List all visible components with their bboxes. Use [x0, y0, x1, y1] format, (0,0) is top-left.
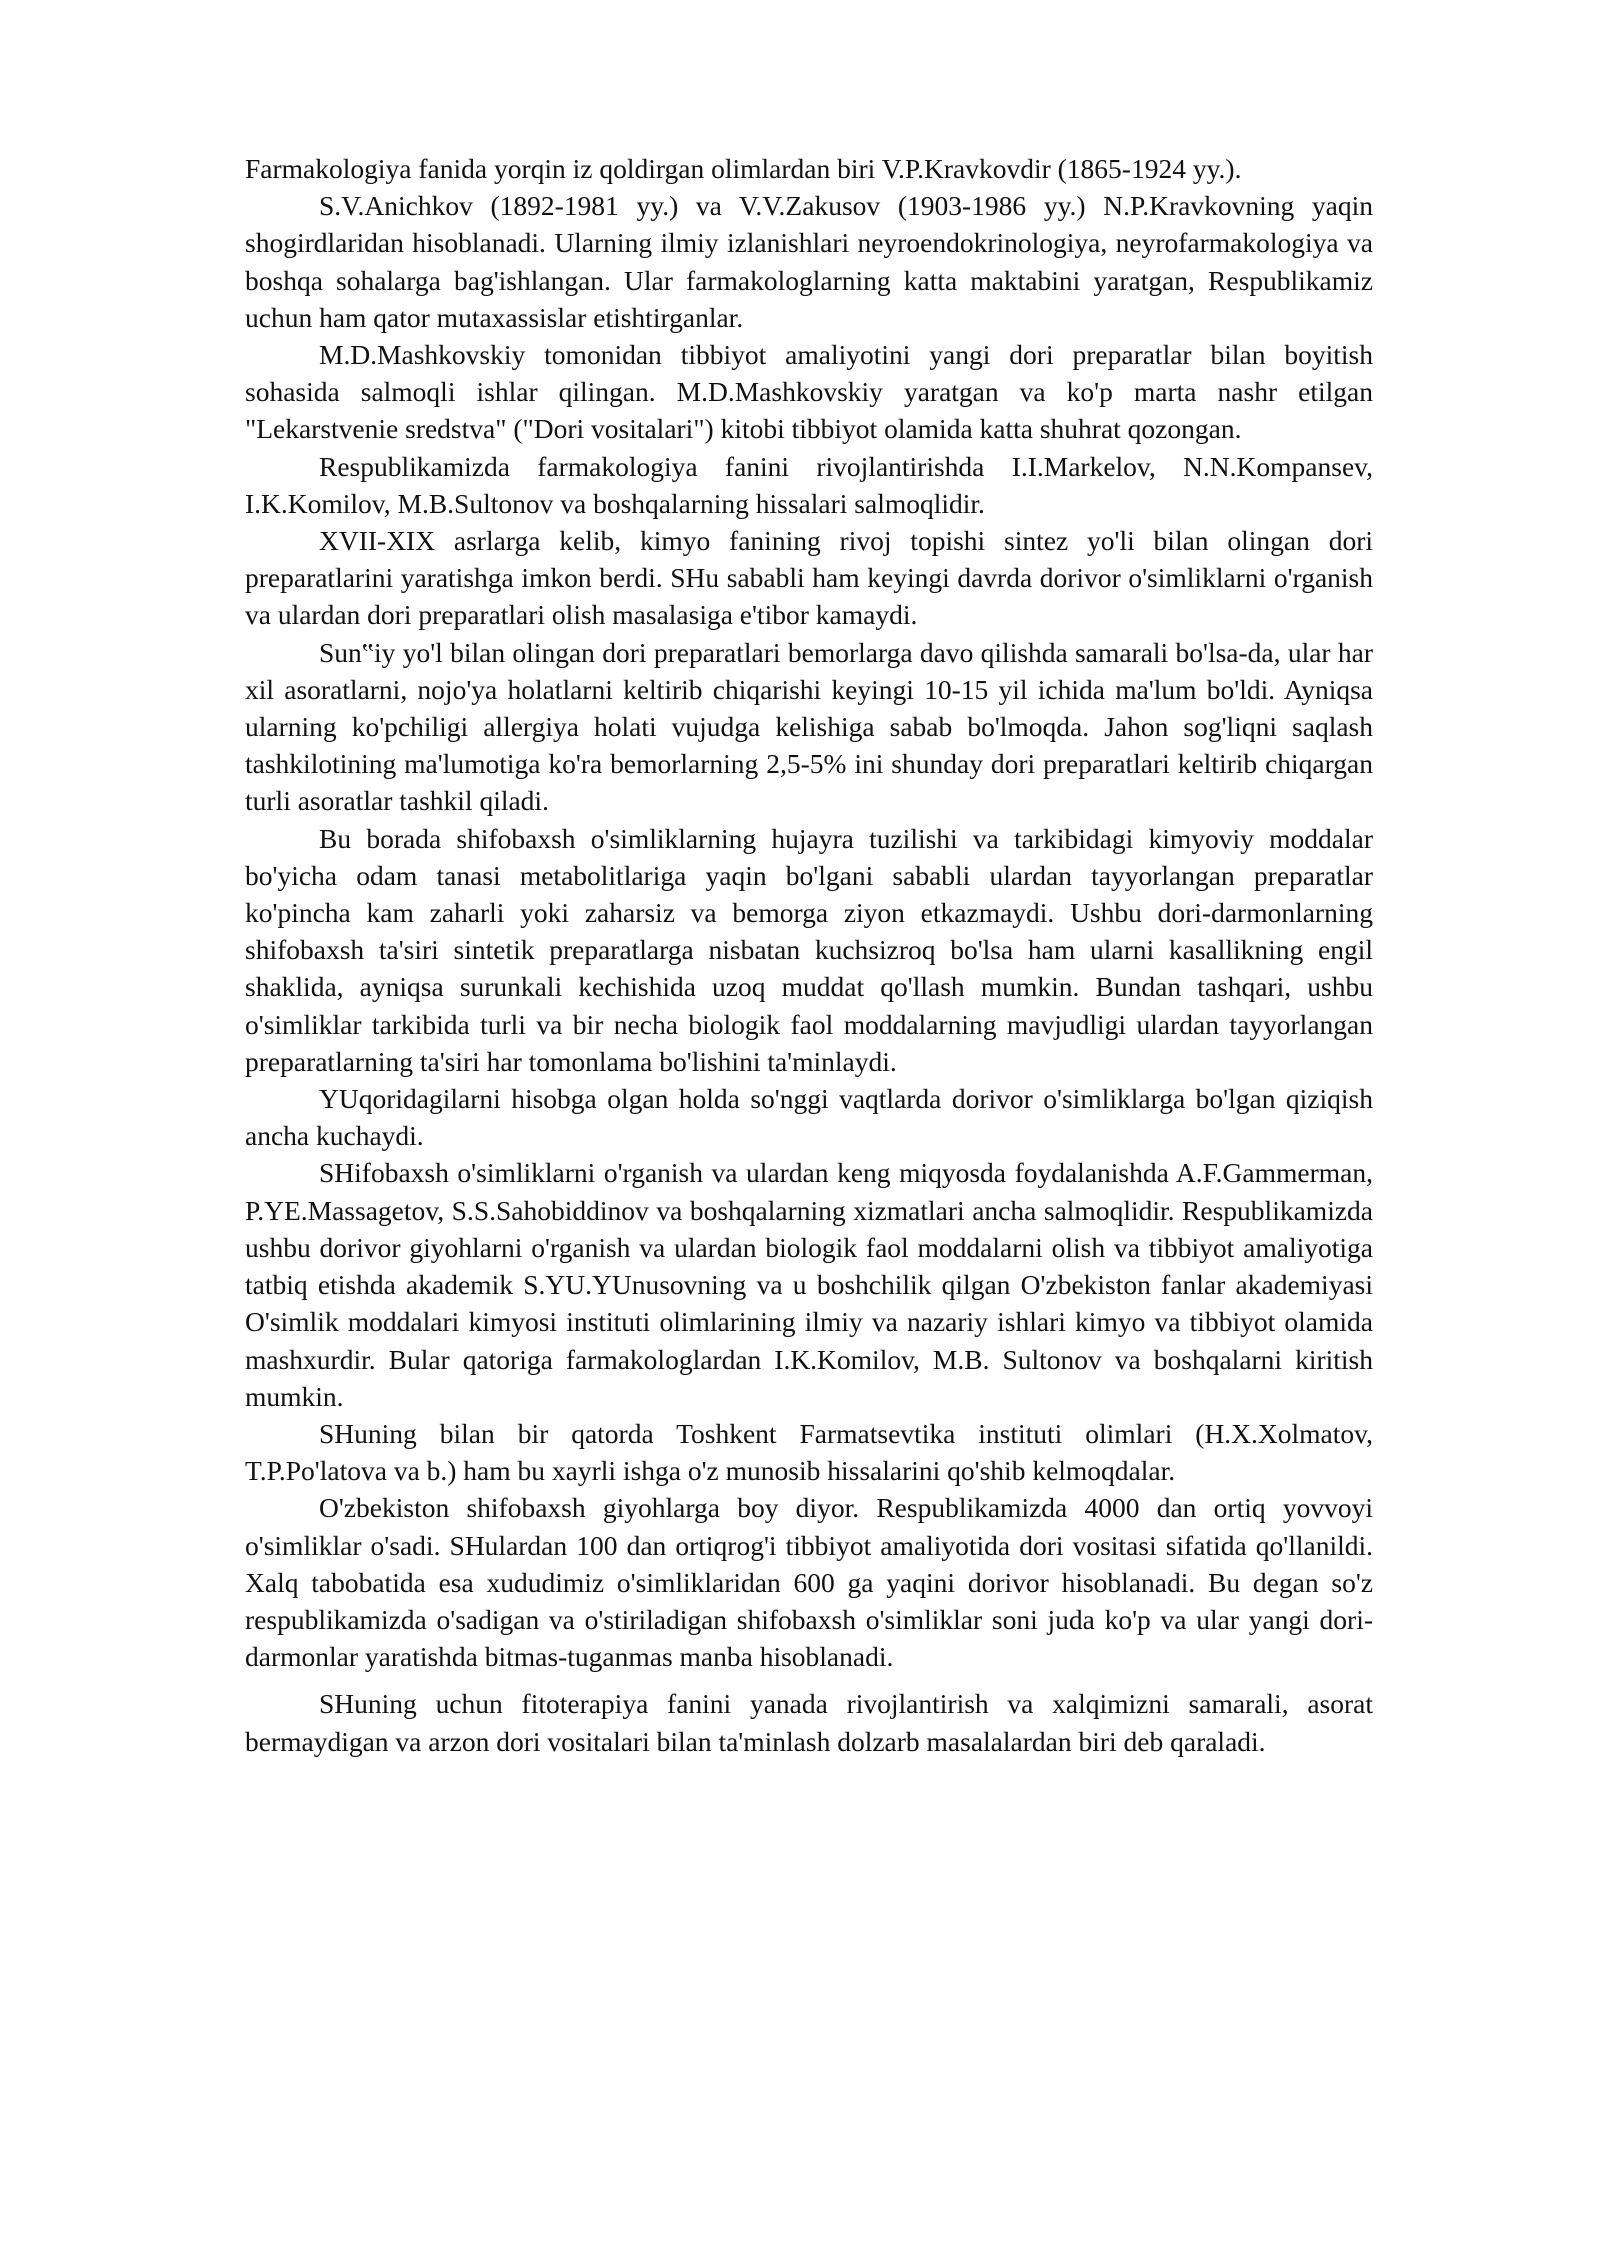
paragraph-anichkov-zakusov: S.V.Anichkov (1892-1981 yy.) va V.V.Zakusov (1903-1986 yy.) N.P.Kravkovning yaqin shogirdlaridan hisoblanadi. Ularning ilmiy izlanishlari neyroendokrinologiya, neyrofarmakologiya va boshqa sohalarga bag'ishlangan. Ular farmakologlarning katta maktabini yaratgan, Respublikamiz uchun ham qator mutaxassislar etishtirganlar. [245, 190, 1373, 333]
paragraph-conclusion: SHuning uchun fitoterapiya fanini yanada rivojlantirish va xalqimizni samarali, asorat bermaydigan va arzon dori vositalari bilan ta'minlash dolzarb masalalardan biri deb qaraladi. [245, 1688, 1373, 1757]
paragraph-synthetic-side-effects: Sun‟iy yo'l bilan olingan dori preparatlari bemorlarga davo qilishda samarali bo'lsa-da, ular har xil asoratlarni, nojo'ya holatlarni keltirib chiqarishi keyingi 10-15 yil ichida ma'lum bo'ldi. Ayniqsa ularning ko'pchiligi allergiya holati vujudga kelishiga sabab bo'lmoqda. Jahon sog'liqni saqlash tashkilotining ma'lumotiga ko'ra bemorlarning 2,5-5% ini shunday dori preparatlari keltirib chiqargan turli asoratlar tashkil qiladi. [245, 636, 1373, 817]
paragraph-uzbekistan-flora: O'zbekiston shifobaxsh giyohlarga boy diyor. Respublikamizda 4000 dan ortiq yovvoyi o'simliklar o'sadi. SHulardan 100 dan ortiqrog'i tibbiyot amaliyotida dori vositasi sifatida qo'llanildi. Xalq tabobatida esa xududimiz o'simliklaridan 600 ga yaqini dorivor hisoblanadi. Bu degan so'z respublikamizda o'sadigan va o'stiriladigan shifobaxsh o'simliklar soni juda ko'p va ular yangi dori-darmonlar yaratishda bitmas-tuganmas manba hisoblanadi. [245, 1492, 1373, 1673]
paragraph-researchers: SHifobaxsh o'simliklarni o'rganish va ulardan keng miqyosda foydalanishda A.F.Gammerman, P.YE.Massagetov, S.S.Sahobiddinov va boshqalarning xizmatlari ancha salmoqlidir. Respublikamizda ushbu dorivor giyohlarni o'rganish va ulardan biologik faol moddalarni olish va tibbiyot amaliyotiga tatbiq etishda akademik S.YU.YUnusovning va u boshchilik qilgan O'zbekiston fanlar akademiyasi O'simlik moddalari kimyosi instituti olimlarining ilmiy va nazariy ishlari kimyo va tibbiyot olamida mashxurdir. Bular qatoriga farmakologlardan I.K.Komilov, M.B. Sultonov va boshqalarni kiritish mumkin. [245, 1157, 1373, 1412]
paragraph-synthesis-history: XVII-XIX asrlarga kelib, kimyo fanining rivoj topishi sintez yo'li bilan olingan dori preparatlarini yaratishga imkon berdi. SHu sababli ham keyingi davrda dorivor o'simliklarni o'rganish va ulardan dori preparatlari olish masalasiga e'tibor kamaydi. [245, 525, 1373, 631]
paragraph-pharmaceutical-institute: SHuning bilan bir qatorda Toshkent Farmatsevtika instituti olimlari (H.X.Xolmatov, T.P.Po'latova va b.) ham bu xayrli ishga o'z munosib hissalarini qo'shib kelmoqdalar. [245, 1417, 1373, 1487]
paragraph-growing-interest: YUqoridagilarni hisobga olgan holda so'nggi vaqtlarda dorivor o'simliklarga bo'lgan qiziqish ancha kuchaydi. [245, 1083, 1373, 1152]
paragraph-republic-pharmacology: Respublikamizda farmakologiya fanini rivojlantirishda I.I.Markelov, N.N.Kompansev, I.K.Komilov, M.B.Sultonov va boshqalarning hissalari salmoqlidir. [245, 450, 1373, 519]
paragraph-medicinal-plants-benefits: Bu borada shifobaxsh o'simliklarning hujayra tuzilishi va tarkibidagi kimyoviy moddalar bo'yicha odam tanasi metabolitlariga yaqin bo'lgani sababli ulardan tayyorlangan preparatlar ko'pincha kam zaharli yoki zaharsiz va bemorga ziyon etkazmaydi. Ushbu dori-darmonlarning shifobaxsh ta'siri sintetik preparatlarga nisbatan kuchsizroq bo'lsa ham ularni kasallikning engil shaklida, ayniqsa surunkali kechishida uzoq muddat qo'llash mumkin. Bundan tashqari, ushbu o'simliklar tarkibida turli va bir necha biologik faol moddalarning mavjudligi ulardan tayyorlangan preparatlarning ta'siri har tomonlama bo'lishini ta'minlaydi. [245, 822, 1373, 1077]
paragraph-kravkov: Farmakologiya fanida yorqin iz qoldirgan olimlardan biri V.P.Kravkovdir (1865-1924 yy.). [245, 153, 1242, 184]
document-page [245, 150, 1373, 1760]
paragraph-mashkovskiy: M.D.Mashkovskiy tomonidan tibbiyot amaliyotini yangi dori preparatlar bilan boyitish sohasida salmoqli ishlar qilingan. M.D.Mashkovskiy yaratgan va ko'p marta nashr etilgan "Lekarstvenie sredstva" ("Dori vositalari") kitobi tibbiyot olamida katta shuhrat qozongan. [245, 339, 1373, 445]
